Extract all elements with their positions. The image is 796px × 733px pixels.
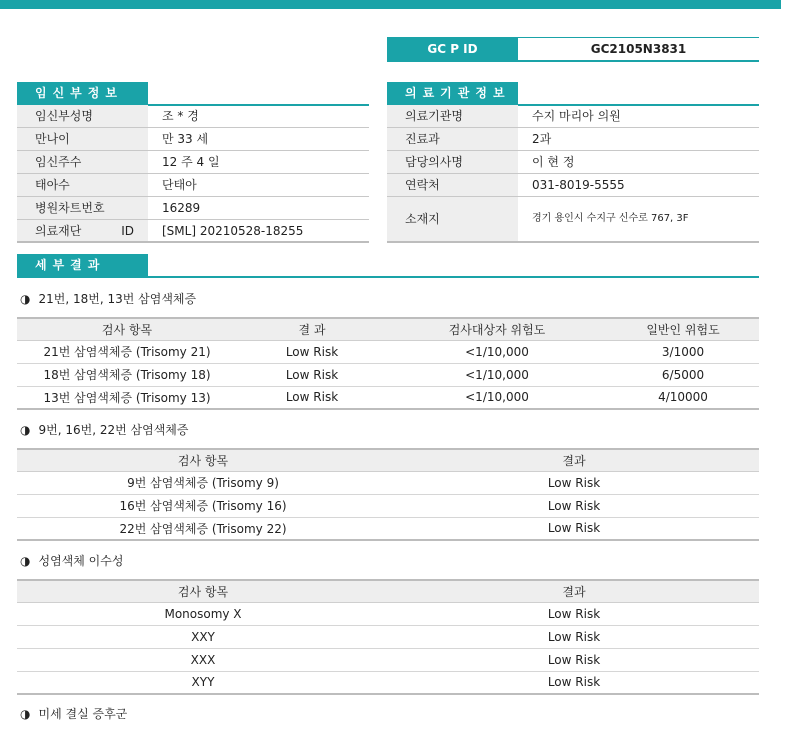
column-header: 결과 [389,580,759,602]
trisomy-minor-table [17,448,759,541]
section-title [20,421,188,438]
test-item: XYY [17,671,389,694]
patient-field-value: [SML] 20210528-18255 [162,224,304,238]
half-circle-icon: ◑ [20,553,31,568]
result: Low Risk [389,517,759,540]
details-title: 세부결과 [17,254,148,276]
section-title-text: 성염색체 이수성 [38,554,124,568]
clinic-field-value: 2과 [532,132,552,146]
section-title-text: 9번, 16번, 22번 삼염색체증 [38,423,189,437]
test-item: XXX [17,648,389,671]
trisomy-main-table [17,317,759,410]
result: Low Risk [389,471,759,494]
patient-field-label: 의료재단 ID [17,220,148,241]
patient-row [17,197,369,220]
table-row [17,671,759,694]
table-row [17,517,759,540]
clinic-row [387,197,759,243]
patient-field-value: 단태아 [162,178,197,192]
section-title [20,705,127,722]
column-header: 결과 [389,449,759,471]
clinic-field-value: 이 현 정 [532,155,575,169]
patient-info-title: 임신부정보 [17,82,148,104]
test-item: XXY [17,625,389,648]
test-item: 13번 삼염색체증 (Trisomy 13) [17,386,237,409]
details-heading [17,254,759,278]
patient-field-value: 조 * 경 [162,109,199,123]
column-header: 검사대상자 위험도 [387,318,607,340]
patient-field-label: 만나이 [17,128,148,150]
general-risk: 6/5000 [607,363,759,386]
clinic-row [387,105,759,128]
patient-field-label: 임신부성명 [17,105,148,127]
patient-field-value: 16289 [162,201,201,215]
table-row [17,471,759,494]
table-row [17,386,759,409]
result: Low Risk [237,340,387,363]
patient-field-value: 12 주 4 일 [162,155,220,169]
gcp-id-label: GC P ID [387,38,518,60]
general-risk: 4/10000 [607,386,759,409]
patient-row [17,174,369,197]
table-row [17,625,759,648]
clinic-row [387,151,759,174]
table-row [17,340,759,363]
table-row [17,363,759,386]
result: Low Risk [389,625,759,648]
section-title [20,552,123,569]
result: Low Risk [237,363,387,386]
gcp-id-row [387,37,759,62]
clinic-field-label: 소재지 [387,197,518,241]
clinic-field-label: 연락처 [387,174,518,196]
patient-field-value: 만 33 세 [162,132,209,146]
patient-row [17,151,369,174]
general-risk: 3/1000 [607,340,759,363]
column-header: 일반인 위험도 [607,318,759,340]
patient-row [17,128,369,151]
clinic-field-label: 진료과 [387,128,518,150]
clinic-info-title: 의료기관정보 [387,82,518,104]
sex-chromosome-table [17,579,759,695]
clinic-info-heading [387,82,759,106]
patient-field-label: 임신주수 [17,151,148,173]
clinic-row [387,128,759,151]
half-circle-icon: ◑ [20,706,31,721]
column-header: 검사 항목 [17,318,237,340]
half-circle-icon: ◑ [20,422,31,437]
test-item: 16번 삼염색체증 (Trisomy 16) [17,494,389,517]
test-item: 18번 삼염색체증 (Trisomy 18) [17,363,237,386]
patient-row [17,220,369,243]
test-item: 22번 삼염색체증 (Trisomy 22) [17,517,389,540]
column-header: 결 과 [237,318,387,340]
column-header: 검사 항목 [17,580,389,602]
clinic-field-value: 031-8019-5555 [532,178,625,192]
section-title-text: 21번, 18번, 13번 삼염색체증 [38,292,197,306]
patient-field-label: 병원차트번호 [17,197,148,219]
result: Low Risk [389,648,759,671]
patient-info-heading [17,82,369,106]
patient-row [17,105,369,128]
table-row [17,494,759,517]
patient-field-label: 태아수 [17,174,148,196]
section-title [20,290,196,307]
half-circle-icon: ◑ [20,291,31,306]
test-item: Monosomy X [17,602,389,625]
top-accent-bar [0,0,781,9]
result: Low Risk [389,671,759,694]
section-title-text: 미세 결실 증후군 [38,707,128,721]
table-row [17,602,759,625]
test-item: 21번 삼염색체증 (Trisomy 21) [17,340,237,363]
test-item: 9번 삼염색체증 (Trisomy 9) [17,471,389,494]
column-header: 검사 항목 [17,449,389,471]
subject-risk: <1/10,000 [387,386,607,409]
result: Low Risk [237,386,387,409]
table-row [17,648,759,671]
clinic-field-label: 의료기관명 [387,105,518,127]
clinic-field-label: 담당의사명 [387,151,518,173]
result: Low Risk [389,602,759,625]
subject-risk: <1/10,000 [387,363,607,386]
clinic-field-value: 수지 마리아 의원 [532,109,621,123]
gcp-id-value: GC2105N3831 [590,42,687,56]
clinic-field-value: 경기 용인시 수지구 신수로 767, 3F [532,213,689,224]
subject-risk: <1/10,000 [387,340,607,363]
clinic-row [387,174,759,197]
result: Low Risk [389,494,759,517]
